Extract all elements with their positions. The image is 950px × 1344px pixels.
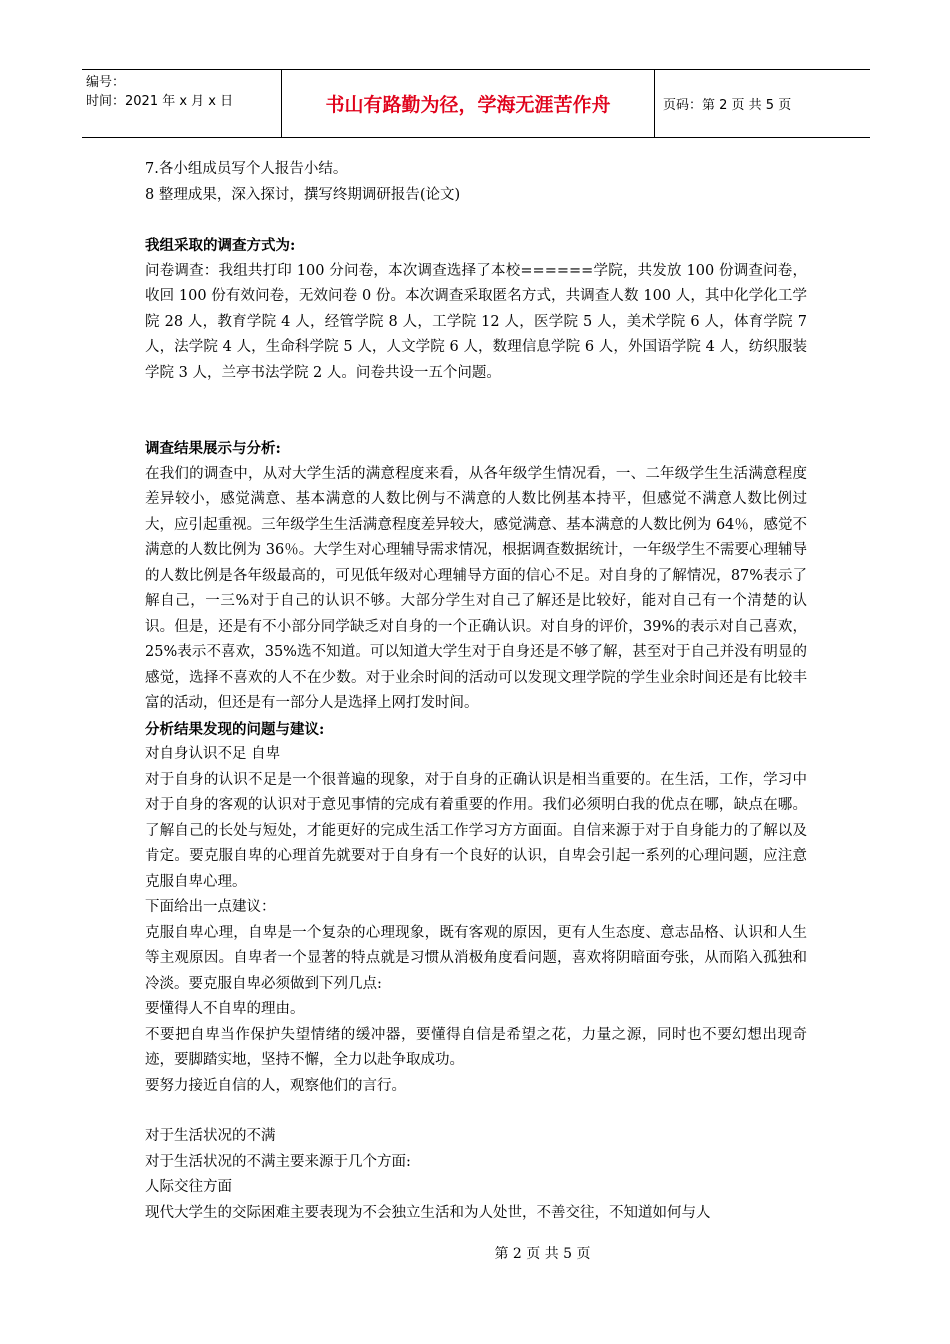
- paragraph: 要懂得人不自卑的理由。: [145, 1001, 305, 1017]
- paragraph: 对自身认识不足 自卑: [145, 746, 281, 762]
- paragraph: 7.各小组成员写个人报告小结。: [145, 161, 348, 177]
- header-motto: 书山有路勤为径，学海无涯苦作舟: [282, 70, 655, 137]
- paragraph: 克服自卑心理，自卑是一个复杂的心理现象，既有客观的原因，更有人生态度、意志品格、认识和人生等主观原因。自卑者一个显著的特点就是习惯从消极角度看问题，喜欢将阴暗面夸张，从而陷入孤独和冷淡。要克服自卑必须做到下列几点:: [145, 924, 807, 992]
- section-heading: 调查结果展示与分析:: [145, 440, 281, 457]
- paragraph: 对于生活状况的不满: [145, 1128, 276, 1144]
- paragraph: 对于自身的认识不足是一个很普遍的现象，对于自身的正确认识是相当重要的。在生活，工作，学习中对于自身的客观的认识对于意见事情的完成有着重要的作用。我们必须明白我的优点在哪，缺点在哪。了解自己的长处与短处，才能更好的完成生活工作学习方方面面。自信来源于对于自身能力的了解以及肯定。要克服自卑的心理首先就要对于自身有一个良好的认识，自卑会引起一系列的心理问题，应注意克服自卑心理。: [145, 771, 807, 890]
- paragraph: 人际交往方面: [145, 1179, 232, 1195]
- section-heading: 分析结果发现的问题与建议:: [145, 720, 325, 738]
- paragraph: 现代大学生的交际困难主要表现为不会独立生活和为人处世，不善交往，不知道如何与人: [145, 1204, 711, 1221]
- paragraph: 下面给出一点建议：: [145, 899, 276, 915]
- spacer: [145, 1099, 807, 1124]
- header-meta: [82, 70, 282, 137]
- section-heading: 我组采取的调查方式为:: [145, 237, 296, 254]
- page-header: [82, 69, 870, 138]
- paragraph: 对于生活状况的不满主要来源于几个方面:: [145, 1153, 411, 1170]
- footer-page-number: 第 2 页 共 5 页: [494, 1246, 591, 1262]
- document-date: 时间：2021 年 x 月 x 日: [86, 94, 234, 109]
- paragraph: 问卷调查：我组共打印 100 分问卷，本次调查选择了本校======学院，共发放 100 份调查问卷，收回 100 份有效问卷，无效问卷 0 份。本次调查采取匿名方式，共调查人数 100 人，其中化学化工学院 28 人，教育学院 4 人，经管学院 8 人，工学院 12 人，医学院 5 人，美术学院 6 人，体育学院 7 人，法学院 4 人，生命科学院 5 人，人文学院 6 人，数理信息学院 6 人，外国语学院 4 人，纺织服装学院 3 人，兰亭书法学院 2 人。问卷共设一五个问题。: [145, 262, 807, 381]
- paragraph: 在我们的调查中，从对大学生活的满意程度来看，从各年级学生情况看，一、二年级学生生活满意程度差异较小，感觉满意、基本满意的人数比例与不满意的人数比例基本持平，但感觉不满意人数比例过大，应引起重视。三年级学生生活满意程度差异较大，感觉满意、基本满意的人数比例为 64％，感觉不满意的人数比例为 36％。大学生对心理辅导需求情况，根据调查数据统计，一年级学生不需要心理辅导的人数比例是各年级最高的，可见低年级对心理辅导方面的信心不足。对自身的了解情况，87%表示了解自己，一三%对于自己的认识不够。大部分学生对自己了解还是比较好，能对自己有一个清楚的认识。但是，还是有不小部分同学缺乏对自身的一个正确认识。对自身的评价，39%的表示对自己喜欢，25%表示不喜欢，35%选不知道。可以知道大学生对于自身还是不够了解，甚至对于自己并没有明显的感觉，选择不喜欢的人不在少数。对于业余时间的活动可以发现文理学院的学生业余时间还是有比较丰富的活动，但还是有一部分人是选择上网打发时间。: [145, 465, 807, 711]
- document-body: [145, 157, 807, 1226]
- paragraph: 8 整理成果，深入探讨，撰写终期调研报告(论文): [145, 186, 461, 203]
- paragraph: 要努力接近自信的人，观察他们的言行。: [145, 1077, 406, 1094]
- spacer: [145, 208, 807, 233]
- spacer: [145, 386, 807, 436]
- page-footer: [0, 1243, 950, 1263]
- document-code-label: 编号：: [86, 75, 126, 90]
- header-page-info: 页码：第 2 页 共 5 页: [663, 98, 792, 113]
- paragraph: 不要把自卑当作保护失望情绪的缓冲器，要懂得自信是希望之花，力量之源，同时也不要幻想出现奇迹，要脚踏实地，坚持不懈，全力以赴争取成功。: [145, 1026, 807, 1068]
